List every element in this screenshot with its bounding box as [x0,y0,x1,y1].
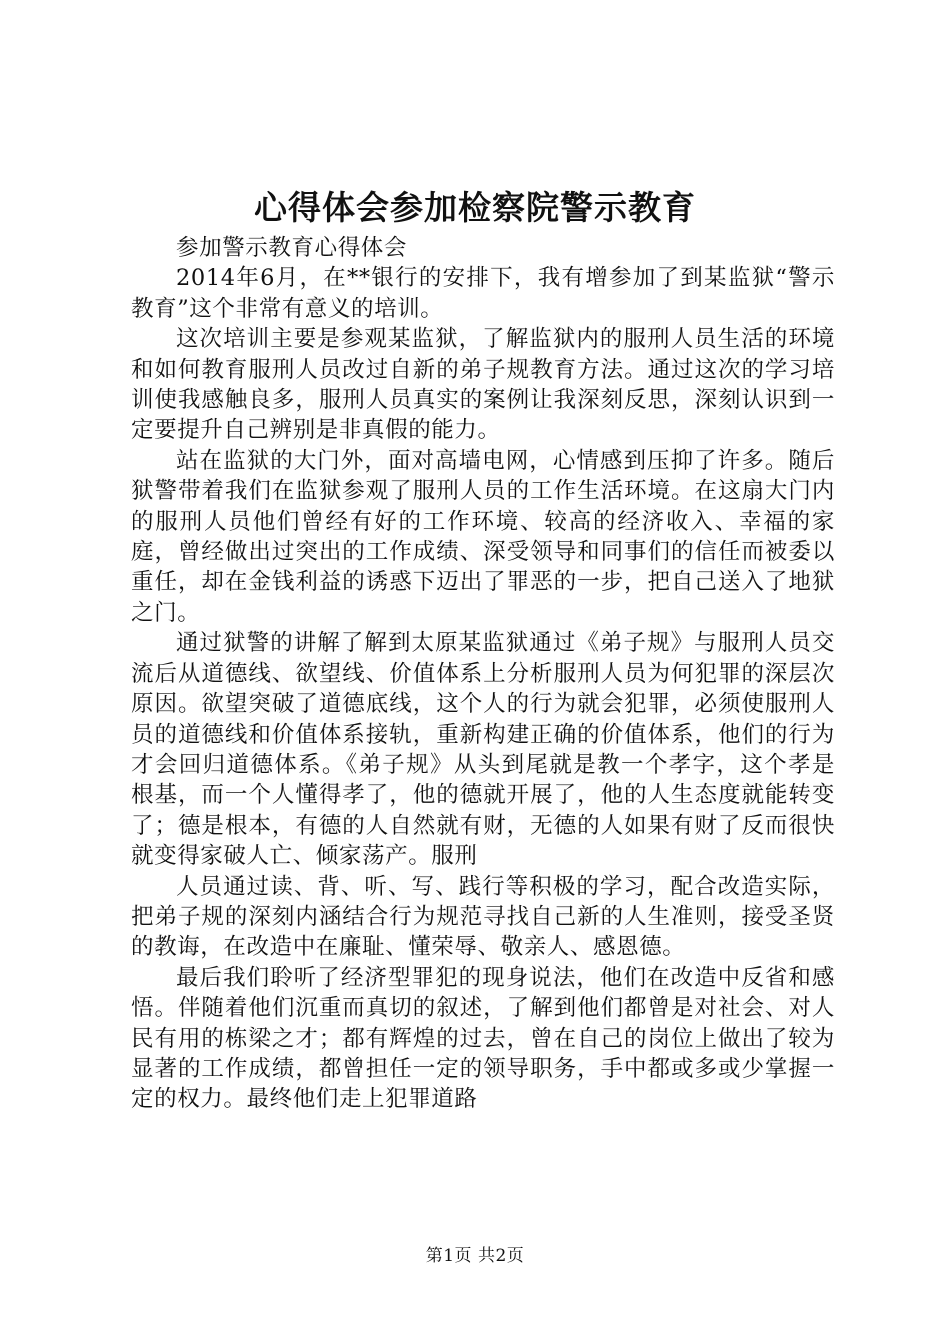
paragraph-study: 人员通过读、背、听、写、践行等积极的学习，配合改造实际，把弟子规的深刻内涵结合行为规范寻找自己新的人生准则，接受圣贤的教诲，在改造中在廉耻、懂荣辱、敬亲人、感恩德。 [131,873,835,961]
paragraph-training: 这次培训主要是参观某监狱，了解监狱内的服刑人员生活的环境和如何教育服刑人员改过自新的弟子规教育方法。通过这次的学习培训使我感触良多，服刑人员真实的案例让我深刻反思，深刻认识到一定要提升自己辨别是非真假的能力。 [131,326,835,444]
paragraph-subtitle: 参加警示教育心得体会 [176,235,408,261]
page-title: 心得体会参加检察院警示教育 [254,188,696,227]
page-footer: 第1页 共2页 [425,1246,525,1266]
paragraph-dizigui: 通过狱警的讲解了解到太原某监狱通过《弟子规》与服刑人员交流后从道德线、欲望线、价值体系上分析服刑人员为何犯罪的深层次原因。欲望突破了道德底线，这个人的行为就会犯罪，必须使服刑人员的道德线和价值体系接轨，重新构建正确的价值体系，他们的行为才会回归道德体系。《弟子规》从头到尾就是教一个孝字，这个孝是根基，而一个人懂得孝了，他的德就开展了，他的人生态度就能转变了；德是根本，有德的人自然就有财，无德的人如果有财了反而很快就变得家破人亡、倾家荡产。服刑 [131,630,835,870]
paragraph-prison-gate: 站在监狱的大门外，面对高墙电网，心情感到压抑了许多。随后狱警带着我们在监狱参观了服刑人员的工作生活环境。在这扇大门内的服刑人员他们曾经有好的工作环境、较高的经济收入、幸福的家庭，曾经做出过突出的工作成绩、深受领导和同事们的信任而被委以重任，却在金钱利益的诱惑下迈出了罪恶的一步，把自己送入了地狱之门。 [131,447,835,626]
paragraph-intro: 2014年6月，在**银行的安排下，我有增参加了到某监狱“警示教育”这个非常有意义的培训。 [131,265,835,322]
document-body [131,233,835,1115]
paragraph-confession: 最后我们聆听了经济型罪犯的现身说法，他们在改造中反省和感悟。伴随着他们沉重而真切的叙述，了解到他们都曾是对社会、对人民有用的栋梁之才；都有辉煌的过去，曾在自己的岗位上做出了较为显著的工作成绩，都曾担任一定的领导职务，手中都或多或少掌握一定的权力。最终他们走上犯罪道路 [131,964,835,1113]
